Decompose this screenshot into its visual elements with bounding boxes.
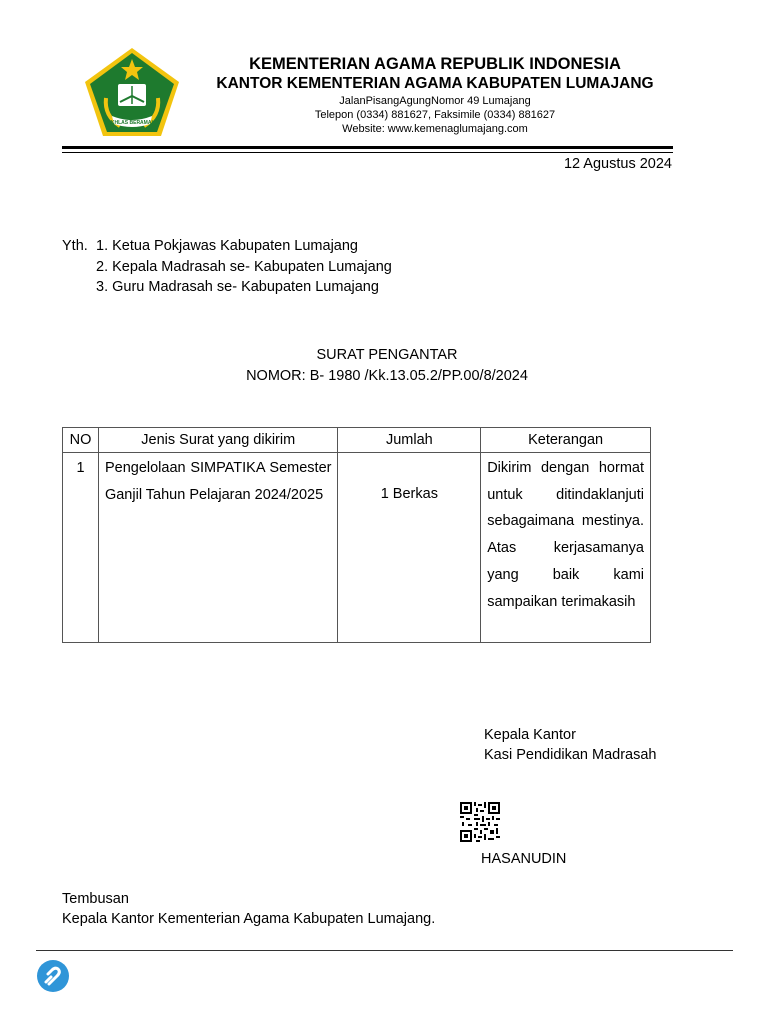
scribd-badge-icon[interactable] xyxy=(37,960,69,992)
cell-jumlah: 1 Berkas xyxy=(338,453,481,643)
recipient-item: 1. Ketua Pokjawas Kabupaten Lumajang xyxy=(96,238,358,254)
ministry-name: KEMENTERIAN AGAMA REPUBLIK INDONESIA xyxy=(249,55,621,73)
office-name: KANTOR KEMENTERIAN AGAMA KABUPATEN LUMAJANG xyxy=(216,75,654,92)
signature-position-1: Kepala Kantor xyxy=(484,727,576,743)
table-row xyxy=(63,453,651,643)
cc-item: Kepala Kantor Kementerian Agama Kabupaten Lumajang. xyxy=(62,911,436,927)
cell-no: 1 xyxy=(63,453,99,643)
letter-number: NOMOR: B- 1980 /Kk.13.05.2/PP.00/8/2024 xyxy=(246,368,528,384)
signature-position-2: Kasi Pendidikan Madrasah xyxy=(484,747,657,763)
column-header-no: NO xyxy=(63,428,99,453)
page-footer-divider xyxy=(36,950,733,951)
table-header-row xyxy=(63,428,651,453)
recipient-item: 3. Guru Madrasah se- Kabupaten Lumajang xyxy=(96,279,379,295)
qr-code-icon xyxy=(460,802,500,842)
logo-motto-text: IKHLAS BERAMAL xyxy=(109,120,155,126)
letterhead-divider-thin xyxy=(62,152,673,153)
column-header-jenis: Jenis Surat yang dikirim xyxy=(98,428,338,453)
column-header-jumlah: Jumlah xyxy=(338,428,481,453)
cell-jenis: Pengelolaan SIMPATIKA Semester Ganjil Tahun Pelajaran 2024/2025 xyxy=(98,453,338,643)
office-phone: Telepon (0334) 881627, Faksimile (0334) 881627 xyxy=(314,109,556,121)
document-table xyxy=(62,427,651,643)
letter-date: 12 Agustus 2024 xyxy=(563,156,672,172)
signatory-name: HASANUDIN xyxy=(481,851,567,867)
office-address: JalanPisangAgungNomor 49 Lumajang xyxy=(339,95,531,107)
office-website: Website: www.kemenaglumajang.com xyxy=(342,123,528,135)
ministry-logo xyxy=(82,46,182,138)
letter-title: SURAT PENGANTAR xyxy=(316,347,458,363)
cc-label: Tembusan xyxy=(62,891,129,907)
recipient-prefix: Yth. xyxy=(62,238,88,254)
letterhead-divider-thick xyxy=(62,146,673,149)
column-header-keterangan: Keterangan xyxy=(481,428,651,453)
recipient-item: 2. Kepala Madrasah se- Kabupaten Lumajang xyxy=(96,259,392,275)
cell-keterangan: Dikirim dengan hormat untuk ditindaklanjuti sebagaimana mestinya. Atas kerjasamanya yang baik kami sampaikan terimakasih xyxy=(481,453,651,643)
